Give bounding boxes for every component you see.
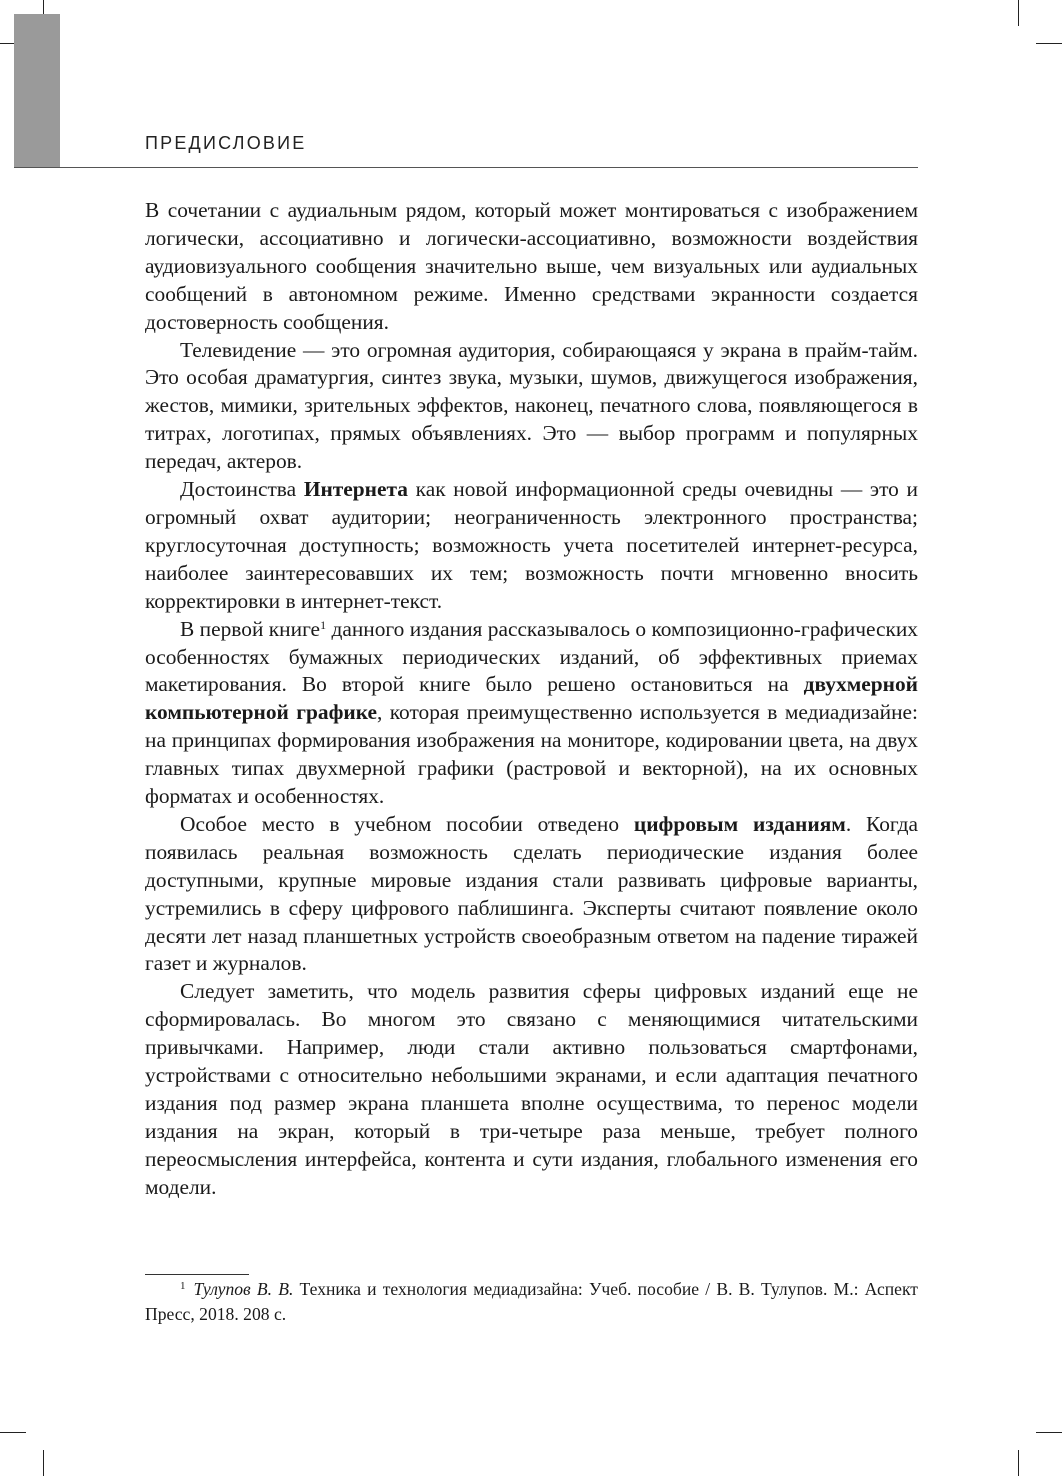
text-run: данного издания рассказывалось о композиционно-графических особенностях бумажных периодических изданий, об эффективных приемах макетирования. Во второй книге было решено остановиться на xyxy=(145,616,919,697)
text-run: Особое место в учебном пособии отведено xyxy=(180,811,634,836)
paragraph-5 xyxy=(145,811,918,978)
footnote xyxy=(145,1277,918,1327)
paragraph-3 xyxy=(145,476,918,616)
crop-mark xyxy=(0,1432,26,1433)
crop-mark xyxy=(1036,43,1062,44)
section-tab xyxy=(14,14,60,168)
bold-term-2d-graphics: двухмерной компьютерной графике xyxy=(145,672,918,725)
running-head: ПРЕДИСЛОВИЕ xyxy=(145,133,307,153)
footnote-number: 1 xyxy=(180,1280,186,1292)
crop-mark xyxy=(43,1450,44,1476)
footnote-rule xyxy=(145,1274,249,1275)
paragraph-6: Следует заметить, что модель развития сферы цифровых изданий еще не сформировалась. Во многом это связано с меняющимися читательскими привычками. Например, люди стали активно пользоваться смартфонами, устройствами с относительно небольшими экранами, и если адаптация печатного издания под размер экрана планшета вполне осуществима, то перенос модели издания на экран, который в три-четыре раза меньше, требует полного переосмысления интерфейса, контента и сути издания, глобального изменения его модели. xyxy=(145,979,918,1199)
footnote-reference[interactable]: 1 xyxy=(320,617,327,632)
text-run: . Когда появилась реальная возможность сделать периодические издания более доступными, крупные мировые издания стали развивать цифровые варианты, устремились в сферу цифрового паблишинга. Эксперты считают появление около десяти лет назад планшетных устройств своеобразным ответом на падение тиражей газет и журналов. xyxy=(145,811,918,976)
paragraph-1: В сочетании с аудиальным рядом, который может монтироваться с изображением логически, ассоциативно и логически-ассоциативно, возможности воздействия аудиовизуального сообщения значительно выше, чем визуальных или аудиальных сообщений в автономном режиме. Именно средствами экранности создается достоверность сообщения. xyxy=(145,198,918,334)
paragraph-4 xyxy=(145,616,918,811)
header-rule xyxy=(14,167,918,168)
text-run: как новой информационной среды очевидны — это и огромный охват аудитории; неограниченность электронного пространства; круглосуточная доступность; возможность учета посетителей интернет-ресурса, наиболее заинтересовавших их тем; возможность почти мгновенно вносить корректировки в интернет-текст. xyxy=(145,477,918,613)
bold-term-digital-editions: цифровым изданиям xyxy=(633,811,846,836)
bold-term-internet: Интернета xyxy=(303,477,408,502)
paragraph-2: Телевидение — это огромная аудитория, собирающаяся у экрана в прайм-тайм. Это особая драматургия, синтез звука, музыки, шумов, движущегося изображения, жестов, мимики, зрительных эффектов, наконец, печатного слова, появляющегося в титрах, логотипах, прямых объявлениях. Это — выбор программ и популярных передач, актеров. xyxy=(145,337,918,474)
crop-mark xyxy=(1018,1450,1019,1476)
footnote-author: Тулупов В. В. xyxy=(193,1279,294,1299)
crop-mark xyxy=(1018,0,1019,26)
crop-mark xyxy=(1036,1432,1062,1433)
text-run: , которая преимущественно используется в медиадизайне: на принципах формирования изображения на мониторе, кодировании цвета, на двух главных типах двухмерной графики (растровой и векторной), на их основных форматах и особенностях. xyxy=(145,700,918,809)
text-run: В первой книге xyxy=(180,616,321,641)
body-text xyxy=(145,197,918,1202)
text-run: Достоинства xyxy=(180,477,304,502)
footnote-text: Техника и технология медиадизайна: Учеб. пособие / В. В. Тулупов. М.: Аспект Пресс, 2018. 208 с. xyxy=(145,1279,918,1324)
